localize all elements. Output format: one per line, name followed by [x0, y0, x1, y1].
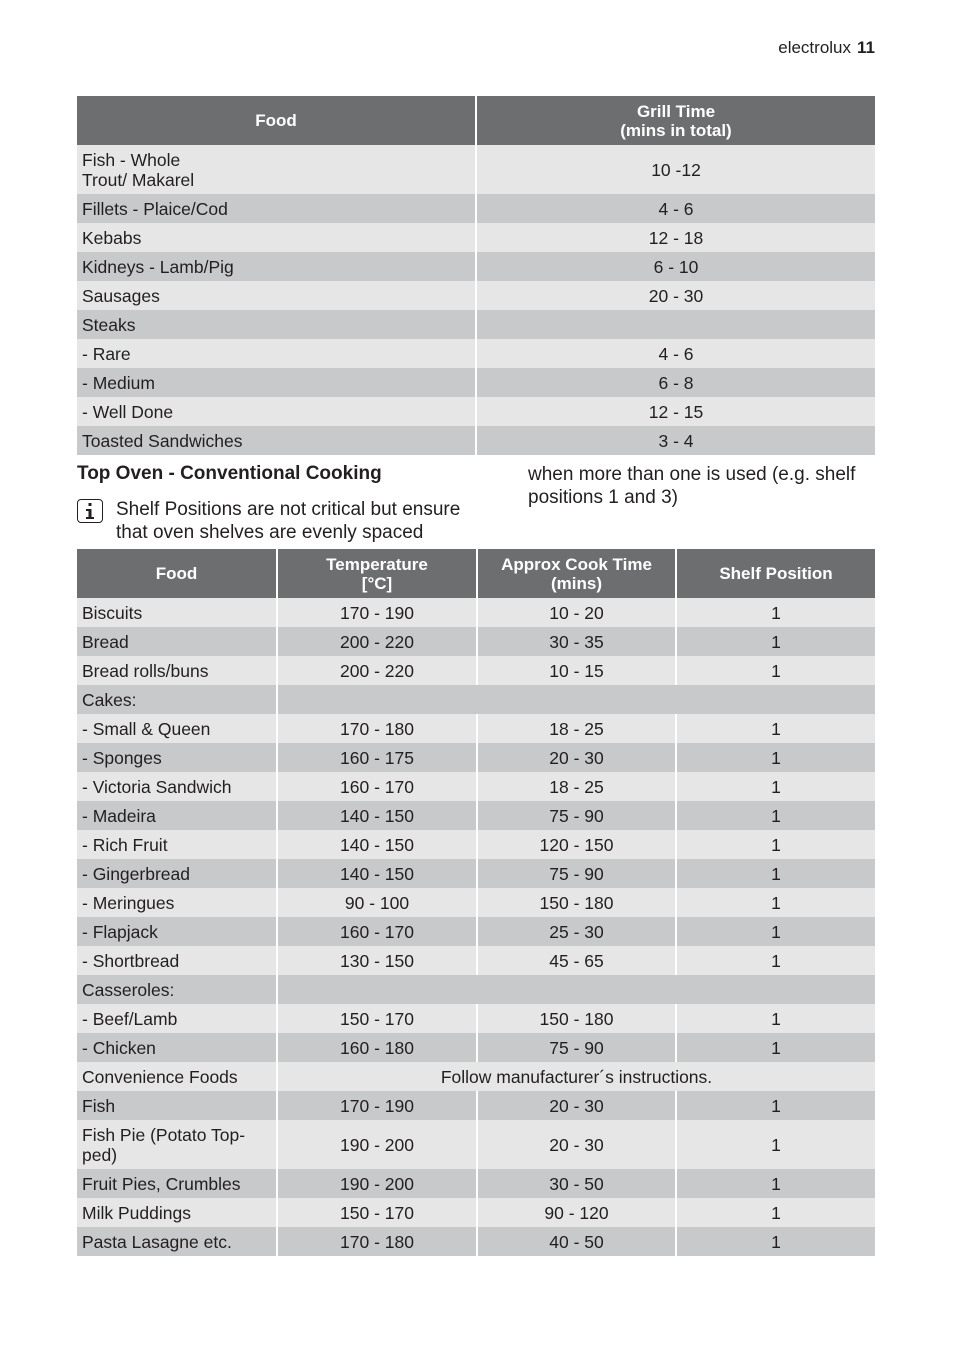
shelf-position-cell: 1 [676, 627, 875, 656]
table-row [77, 627, 875, 656]
table-row [77, 888, 875, 917]
cook-time-cell: 20 - 30 [477, 1120, 676, 1169]
temperature-cell: 160 - 180 [277, 1033, 477, 1062]
grill-time-cell: 6 - 8 [476, 368, 875, 397]
table-row [77, 1033, 875, 1062]
table-row [77, 252, 875, 281]
food-cell: Kidneys - Lamb/Pig [77, 252, 476, 281]
temperature-cell: 150 - 170 [277, 1004, 477, 1033]
food-cell: Fish Pie (Potato Top- ped) [77, 1120, 277, 1169]
empty-cell [277, 685, 875, 714]
shelf-position-cell: 1 [676, 714, 875, 743]
info-icon [77, 499, 103, 523]
grill-time-cell: 20 - 30 [476, 281, 875, 310]
food-cell: Convenience Foods [77, 1062, 277, 1091]
cook-time-cell: 20 - 30 [477, 743, 676, 772]
table-row [77, 975, 875, 1004]
column-header-food: Food [77, 549, 277, 598]
column-header-grill-time: Grill Time (mins in total) [476, 96, 875, 145]
shelf-position-cell: 1 [676, 1198, 875, 1227]
cook-time-cell: 75 - 90 [477, 1033, 676, 1062]
shelf-note-part2: when more than one is used (e.g. shelf positions 1 and 3) [528, 464, 856, 508]
table-row [77, 801, 875, 830]
grill-time-cell: 6 - 10 [476, 252, 875, 281]
food-cell: - Well Done [77, 397, 476, 426]
shelf-position-cell: 1 [676, 598, 875, 627]
shelf-position-cell: 1 [676, 772, 875, 801]
table-row [77, 714, 875, 743]
table-row [77, 397, 875, 426]
shelf-position-cell: 1 [676, 1033, 875, 1062]
table-row [77, 917, 875, 946]
food-cell: Kebabs [77, 223, 476, 252]
food-cell: Fish [77, 1091, 277, 1120]
table-row [77, 946, 875, 975]
table-row [77, 1120, 875, 1169]
table-row [77, 685, 875, 714]
temperature-cell: 190 - 200 [277, 1169, 477, 1198]
table-row [77, 368, 875, 397]
table-row [77, 281, 875, 310]
cook-time-cell: 40 - 50 [477, 1227, 676, 1256]
food-cell: - Medium [77, 368, 476, 397]
food-cell: Biscuits [77, 598, 277, 627]
temperature-cell: 160 - 175 [277, 743, 477, 772]
food-cell: Fruit Pies, Crumbles [77, 1169, 277, 1198]
table-row [77, 339, 875, 368]
temperature-cell: 170 - 180 [277, 1227, 477, 1256]
conventional-cooking-table [77, 549, 875, 1256]
section-title: Top Oven - Conventional Cooking [77, 463, 382, 484]
shelf-position-cell: 1 [676, 801, 875, 830]
temperature-cell: 160 - 170 [277, 917, 477, 946]
temperature-cell: 130 - 150 [277, 946, 477, 975]
temperature-cell: 170 - 190 [277, 1091, 477, 1120]
table-row [77, 310, 875, 339]
shelf-position-cell: 1 [676, 1091, 875, 1120]
cook-time-cell: 150 - 180 [477, 1004, 676, 1033]
cook-time-cell: 75 - 90 [477, 801, 676, 830]
food-cell: Milk Puddings [77, 1198, 277, 1227]
temperature-cell: 200 - 220 [277, 656, 477, 685]
temperature-cell: 170 - 190 [277, 598, 477, 627]
food-cell: Bread [77, 627, 277, 656]
shelf-position-cell: 1 [676, 743, 875, 772]
shelf-position-cell: 1 [676, 1120, 875, 1169]
cook-time-cell: 30 - 50 [477, 1169, 676, 1198]
shelf-position-cell: 1 [676, 1004, 875, 1033]
cook-time-cell: 18 - 25 [477, 772, 676, 801]
table-row [77, 1091, 875, 1120]
food-cell: Steaks [77, 310, 476, 339]
cook-time-cell: 20 - 30 [477, 1091, 676, 1120]
shelf-position-cell: 1 [676, 917, 875, 946]
food-cell: - Sponges [77, 743, 277, 772]
page-header [778, 38, 875, 58]
shelf-position-cell: 1 [676, 946, 875, 975]
table-row [77, 426, 875, 455]
shelf-position-cell: 1 [676, 1169, 875, 1198]
temperature-cell: 160 - 170 [277, 772, 477, 801]
column-header-temperature: Temperature [°C] [277, 549, 477, 598]
shelf-position-cell: 1 [676, 656, 875, 685]
grill-time-cell: 4 - 6 [476, 194, 875, 223]
cook-time-cell: 25 - 30 [477, 917, 676, 946]
table-row [77, 1062, 875, 1091]
table-row [77, 194, 875, 223]
shelf-position-cell: 1 [676, 830, 875, 859]
grill-time-cell: 12 - 15 [476, 397, 875, 426]
grill-time-cell: 10 -12 [476, 145, 875, 194]
shelf-position-cell: 1 [676, 888, 875, 917]
table-row [77, 830, 875, 859]
food-cell: - Victoria Sandwich [77, 772, 277, 801]
column-header-shelf-position: Shelf Position [676, 549, 875, 598]
shelf-position-cell: 1 [676, 1227, 875, 1256]
temperature-cell: 200 - 220 [277, 627, 477, 656]
food-cell: Toasted Sandwiches [77, 426, 476, 455]
brand-name: electrolux [778, 38, 852, 57]
food-cell: - Rare [77, 339, 476, 368]
food-cell: Casseroles: [77, 975, 277, 1004]
food-cell: Fish - Whole Trout/ Makarel [77, 145, 476, 194]
food-cell: - Shortbread [77, 946, 277, 975]
food-cell: - Gingerbread [77, 859, 277, 888]
grill-time-cell: 3 - 4 [476, 426, 875, 455]
food-cell: - Small & Queen [77, 714, 277, 743]
temperature-cell: 140 - 150 [277, 859, 477, 888]
cook-time-cell: 90 - 120 [477, 1198, 676, 1227]
food-cell: - Beef/Lamb [77, 1004, 277, 1033]
shelf-note-part1: Shelf Positions are not critical but ensure that oven shelves are evenly spaced [116, 499, 461, 543]
grill-time-table [77, 96, 875, 455]
cook-time-cell: 45 - 65 [477, 946, 676, 975]
temperature-cell: 190 - 200 [277, 1120, 477, 1169]
food-cell: Fillets - Plaice/Cod [77, 194, 476, 223]
column-header-food: Food [77, 96, 476, 145]
grill-time-cell [476, 310, 875, 339]
cook-time-cell: 150 - 180 [477, 888, 676, 917]
grill-time-cell: 12 - 18 [476, 223, 875, 252]
food-cell: - Rich Fruit [77, 830, 277, 859]
cook-time-cell: 75 - 90 [477, 859, 676, 888]
instructions-cell: Follow manufacturer´s instructions. [277, 1062, 875, 1091]
table-row [77, 743, 875, 772]
column-header-cook-time: Approx Cook Time (mins) [477, 549, 676, 598]
cook-time-cell: 30 - 35 [477, 627, 676, 656]
table-row [77, 772, 875, 801]
table-row [77, 223, 875, 252]
temperature-cell: 170 - 180 [277, 714, 477, 743]
temperature-cell: 150 - 170 [277, 1198, 477, 1227]
temperature-cell: 140 - 150 [277, 830, 477, 859]
table-row [77, 656, 875, 685]
table-row [77, 1004, 875, 1033]
table-row [77, 1198, 875, 1227]
food-cell: Pasta Lasagne etc. [77, 1227, 277, 1256]
cook-time-cell: 18 - 25 [477, 714, 676, 743]
grill-time-cell: 4 - 6 [476, 339, 875, 368]
table-row [77, 598, 875, 627]
food-cell: - Flapjack [77, 917, 277, 946]
cook-time-cell: 120 - 150 [477, 830, 676, 859]
food-cell: - Meringues [77, 888, 277, 917]
page-number: 11 [857, 38, 875, 57]
shelf-position-cell: 1 [676, 859, 875, 888]
table-row [77, 1169, 875, 1198]
food-cell: - Chicken [77, 1033, 277, 1062]
temperature-cell: 90 - 100 [277, 888, 477, 917]
food-cell: Bread rolls/buns [77, 656, 277, 685]
cook-time-cell: 10 - 20 [477, 598, 676, 627]
table-row [77, 145, 875, 194]
food-cell: Cakes: [77, 685, 277, 714]
food-cell: - Madeira [77, 801, 277, 830]
empty-cell [277, 975, 875, 1004]
table-row [77, 859, 875, 888]
food-cell: Sausages [77, 281, 476, 310]
table-row [77, 1227, 875, 1256]
cook-time-cell: 10 - 15 [477, 656, 676, 685]
temperature-cell: 140 - 150 [277, 801, 477, 830]
